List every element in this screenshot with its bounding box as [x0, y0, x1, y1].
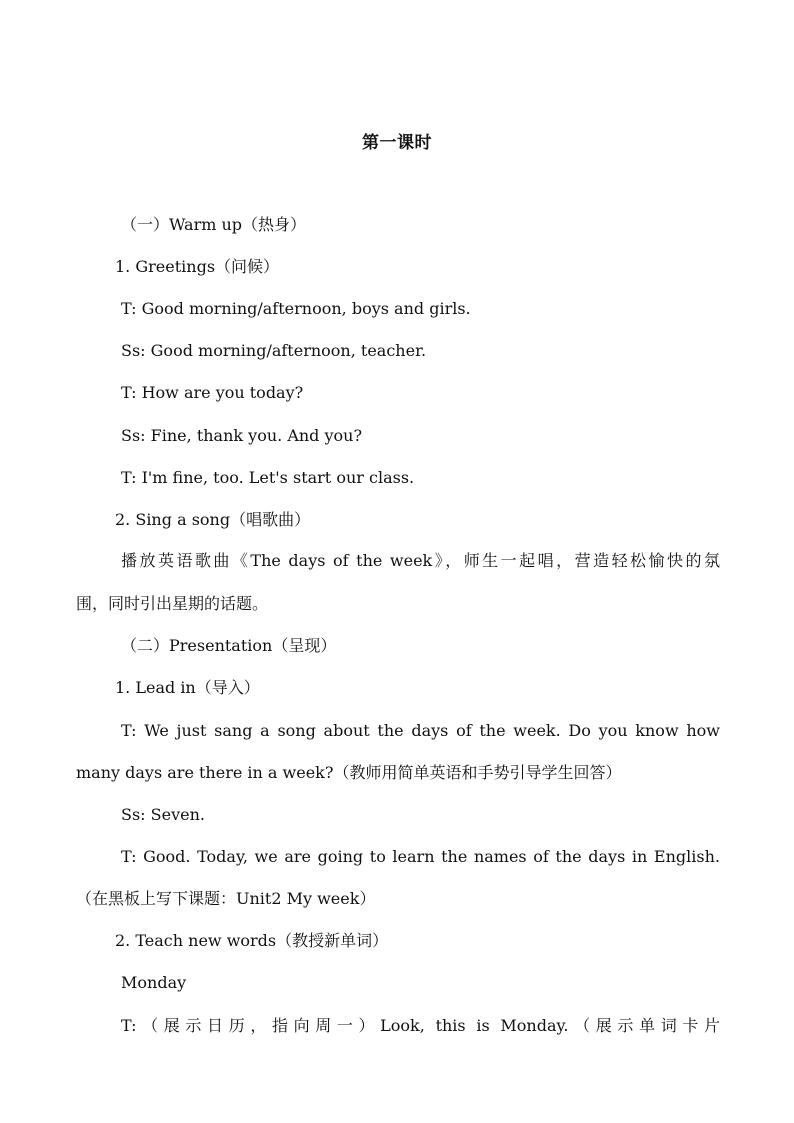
step-heading-teach-new-words: 2. Teach new words（教授新单词） [115, 931, 389, 950]
dialogue-line: Ss: Seven. [121, 805, 205, 824]
vocabulary-word: Monday [121, 973, 187, 992]
paragraph-line: （在黑板上写下课题：Unit2 My week） [76, 889, 376, 908]
dialogue-line: T:（展示日历，指向周一）Look, this is Monday.（展示单词卡片 [121, 1016, 720, 1035]
dialogue-line: T: Good morning/afternoon, boys and girls. [121, 299, 471, 318]
dialogue-line: T: We just sang a song about the days of the week. Do you know how [121, 721, 720, 740]
dialogue-line: T: Good. Today, we are going to learn the names of the days in English. [121, 847, 720, 866]
paragraph-line: 围，同时引出星期的话题。 [76, 594, 269, 613]
dialogue-line: T: I'm fine, too. Let's start our class. [121, 468, 415, 487]
paragraph-line: 播放英语歌曲《The days of the week》，师生一起唱，营造轻松愉快的氛 [121, 551, 720, 570]
dialogue-line: many days are there in a week?（教师用简单英语和手势引导学生回答） [76, 763, 622, 782]
section-heading-presentation: （二）Presentation（呈现） [121, 636, 337, 655]
lesson-title: 第一课时 [362, 133, 432, 153]
dialogue-line: Ss: Good morning/afternoon, teacher. [121, 341, 427, 360]
section-heading-warm-up: （一）Warm up（热身） [121, 215, 307, 234]
dialogue-line: Ss: Fine, thank you. And you? [121, 426, 363, 445]
step-heading-lead-in: 1. Lead in（导入） [115, 678, 260, 697]
dialogue-line: T: How are you today? [121, 383, 304, 402]
step-heading-sing-a-song: 2. Sing a song（唱歌曲） [115, 510, 311, 529]
step-heading-greetings: 1. Greetings（问候） [115, 257, 280, 276]
